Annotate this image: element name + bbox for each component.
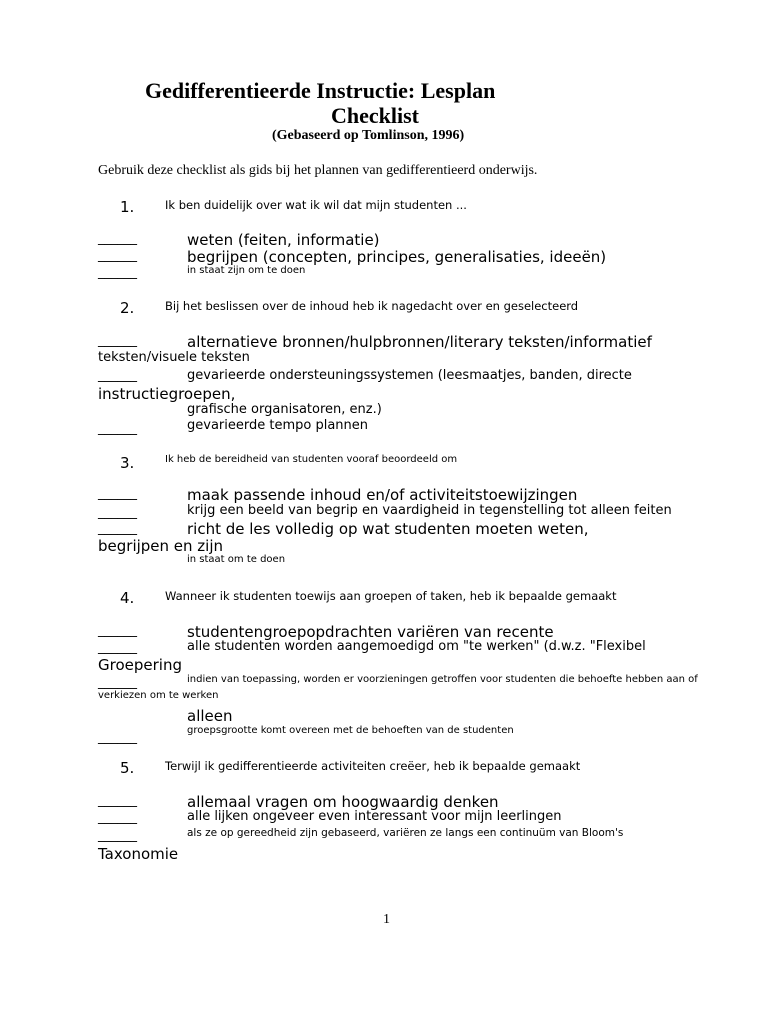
checklist-item: weten (feiten, informatie): [187, 231, 380, 249]
checklist-item: richt de les volledig op wat studenten moeten weten,: [187, 520, 589, 538]
checklist-item-continued: grafische organisatoren, enz.): [187, 402, 382, 417]
section-number: 3.: [120, 454, 135, 472]
section-prompt: Ik heb de bereidheid van studenten vooraf beoordeeld om: [165, 454, 458, 465]
checkbox-blank[interactable]: ______: [98, 730, 137, 745]
checklist-item: gevarieerde tempo plannen: [187, 418, 369, 433]
checklist-item: gevarieerde ondersteuningssystemen (leesmaatjes, banden, directe: [187, 368, 632, 383]
checklist-item-continued: begrijpen en zijn: [98, 537, 224, 555]
checklist-item-continued: Groepering: [98, 656, 182, 674]
checklist-item: allemaal vragen om hoogwaardig denken: [187, 793, 499, 811]
checkbox-blank[interactable]: ______: [98, 486, 137, 501]
page-title-continued: Checklist: [331, 103, 419, 128]
section-number: 2.: [120, 299, 135, 317]
section-number: 4.: [120, 589, 135, 607]
section-prompt: Wanneer ik studenten toewijs aan groepen of taken, heb ik bepaalde gemaakt: [165, 589, 617, 603]
checkbox-blank[interactable]: ______: [98, 521, 137, 536]
checklist-item-continued: alleen: [187, 707, 233, 725]
checkbox-blank[interactable]: ______: [98, 368, 137, 383]
checkbox-blank[interactable]: ______: [98, 793, 137, 808]
checklist-item: groepsgrootte komt overeen met de behoeften van de studenten: [187, 725, 514, 736]
checklist-item-continued: teksten/visuele teksten: [98, 350, 250, 365]
checkbox-blank[interactable]: ______: [98, 640, 137, 655]
checkbox-blank[interactable]: ______: [98, 421, 137, 436]
checklist-item: alle studenten worden aangemoedigd om "te werken" (d.w.z. "Flexibel: [187, 639, 646, 654]
section-prompt: Bij het beslissen over de inhoud heb ik nagedacht over en geselecteerd: [165, 299, 579, 313]
checkbox-blank[interactable]: ______: [98, 265, 137, 280]
checklist-item-continued: verkiezen om te werken: [98, 690, 219, 701]
checklist-item-continued: instructiegroepen,: [98, 385, 236, 403]
checkbox-blank[interactable]: ______: [98, 231, 137, 246]
checkbox-blank[interactable]: ______: [98, 505, 137, 520]
checklist-item: alternatieve bronnen/hulpbronnen/literary teksten/informatief: [187, 333, 652, 351]
checkbox-blank[interactable]: ______: [98, 248, 137, 263]
checklist-item: maak passende inhoud en/of activiteitstoewijzingen: [187, 486, 578, 504]
checklist-item: alle lijken ongeveer even interessant voor mijn leerlingen: [187, 809, 562, 824]
checkbox-blank[interactable]: ______: [98, 828, 137, 843]
checklist-item: studentengroepopdrachten variëren van recente: [187, 623, 554, 641]
checkbox-blank[interactable]: ______: [98, 623, 137, 638]
section-number: 5.: [120, 759, 135, 777]
checklist-item: in staat zijn om te doen: [187, 265, 306, 276]
checkbox-blank[interactable]: ______: [98, 333, 137, 348]
page-subtitle: (Gebaseerd op Tomlinson, 1996): [272, 128, 465, 143]
checklist-item: krijg een beeld van begrip en vaardigheid in tegenstelling tot alleen feiten: [187, 503, 672, 518]
checklist-item: begrijpen (concepten, principes, generalisaties, ideeën): [187, 248, 607, 266]
section-prompt: Terwijl ik gedifferentieerde activiteiten creëer, heb ik bepaalde gemaakt: [165, 759, 581, 773]
checklist-item: indien van toepassing, worden er voorzieningen getroffen voor studenten die behoefte hebben aan of: [187, 674, 698, 685]
checklist-item-continued: in staat om te doen: [187, 554, 286, 565]
page-title: Gedifferentieerde Instructie: Lesplan: [145, 78, 496, 103]
checklist-item-continued: Taxonomie: [98, 845, 179, 863]
section-prompt: Ik ben duidelijk over wat ik wil dat mijn studenten ...: [165, 198, 467, 212]
checkbox-blank[interactable]: ______: [98, 675, 137, 690]
checklist-item: als ze op gereedheid zijn gebaseerd, variëren ze langs een continuüm van Bloom's: [187, 827, 624, 839]
checkbox-blank[interactable]: ______: [98, 810, 137, 825]
page-number: 1: [383, 912, 390, 927]
intro-text: Gebruik deze checklist als gids bij het plannen van gedifferentieerd onderwijs.: [98, 163, 538, 178]
section-number: 1.: [120, 198, 135, 216]
